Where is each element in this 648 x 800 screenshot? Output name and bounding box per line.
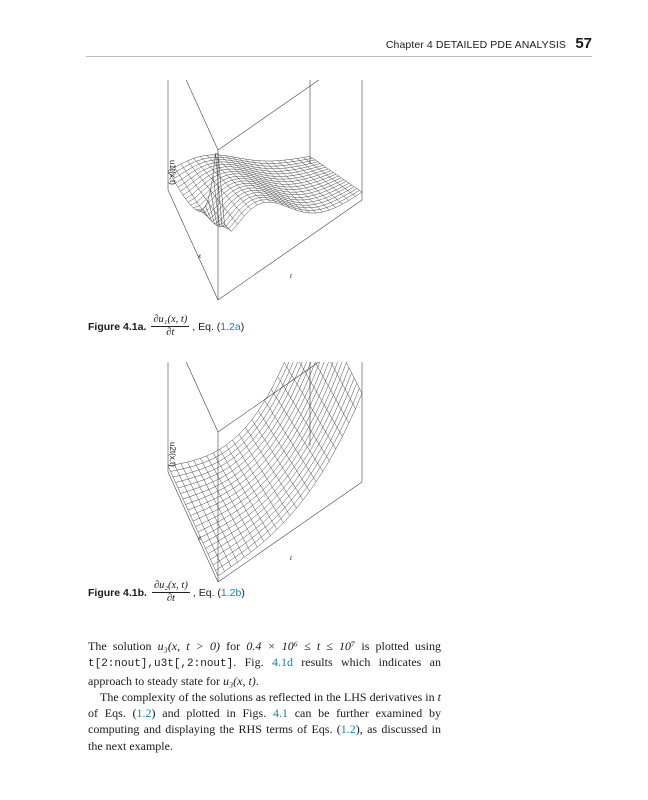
mesh-line [187,462,237,562]
z-axis-label: u1t(x,t) [168,160,177,185]
mesh-line [252,160,303,212]
figure-link[interactable]: 4.1d [271,655,293,670]
figure-4-1a-caption [88,314,244,339]
equation-link[interactable]: 1.2a [220,320,241,333]
equation-link[interactable]: 1.2 [340,722,356,737]
surface-plot-u2t [150,362,380,592]
figure-label: Figure 4.1b. [88,586,147,599]
mesh-line [175,465,225,572]
box-edge [218,200,362,300]
mesh-line [246,159,297,210]
mesh-line [291,362,343,437]
page-number: 57 [575,35,592,52]
mesh-line [208,185,352,224]
mesh-line [206,183,350,222]
paragraph-2: The complexity of the solutions as reflected in the LHS derivatives in t of Eqs. (1.2) and plotted in Figs. 4.1 can be further examined by computing and displaying the RHS terms of Eqs. (1.2), as discussed in the next example. [88,689,442,753]
x-axis-label: x [198,534,202,542]
mesh-line [246,428,297,509]
running-header [86,35,592,57]
box-edge [218,80,362,150]
mesh-line [191,173,334,206]
mesh-line [278,377,330,461]
box-edge [168,80,218,150]
paragraph-1: The solution u₃(x, t > 0) for 0.4 × 10⁶ ≤ t ≤ 10⁷ is plotted using t[2:nout],u3t[,2:nout]. Fig. 4.1d results which indicates an approach to steady state for u₃(x, t). [88,639,442,688]
mesh-line [181,362,324,494]
mesh-line [211,187,355,226]
t-axis-label: t [290,272,292,280]
mesh-line [178,362,320,488]
inline-code: t[2:nout],u3t[,2:nout] [88,658,234,671]
mesh-line [181,165,324,191]
mesh-line [304,362,356,409]
equation-link[interactable]: 1.2b [220,586,242,599]
mesh-line [271,389,322,471]
chapter-heading: Chapter 4 DETAILED PDE ANALYSIS [385,39,566,51]
t-axis-label: t [290,554,292,562]
equation-link[interactable]: 1.2 [136,706,152,721]
mesh-line [233,440,284,523]
equation-reference: , Eq. (1.2b) [192,586,245,599]
mesh-line [258,411,309,491]
figure-4-1a [150,80,380,310]
derivative-fraction: $\frac{\text{∂u₂(x, t)}}{\partial t}$ [153,580,188,604]
mesh-line [203,362,346,543]
figure-4-1b-caption [88,580,245,605]
mesh-line [203,181,346,219]
derivative-fraction: $\frac{\text{∂u₁(x, t)}}{\partial t}$ [153,314,188,338]
figure-link[interactable]: 4.1 [272,706,288,721]
figure-label: Figure 4.1a. [88,320,147,333]
mesh-line [226,445,277,529]
mesh-line [198,362,341,532]
mesh-line [181,164,231,232]
x-axis-label: x [198,252,202,260]
mesh-line [194,460,244,557]
body-text [88,638,441,754]
mesh-line [304,157,356,196]
box-edge [168,362,218,432]
z-axis-label: u2t(x,t) [168,442,177,467]
equation-reference: , Eq. (1.2a) [192,320,245,333]
mesh-line [265,401,316,482]
mesh-line [186,362,329,505]
surface-plot-u1t [150,80,380,310]
mesh-line [211,378,355,560]
mesh-line [188,362,331,510]
mesh-line [168,466,218,576]
figure-4-1b [150,362,380,592]
